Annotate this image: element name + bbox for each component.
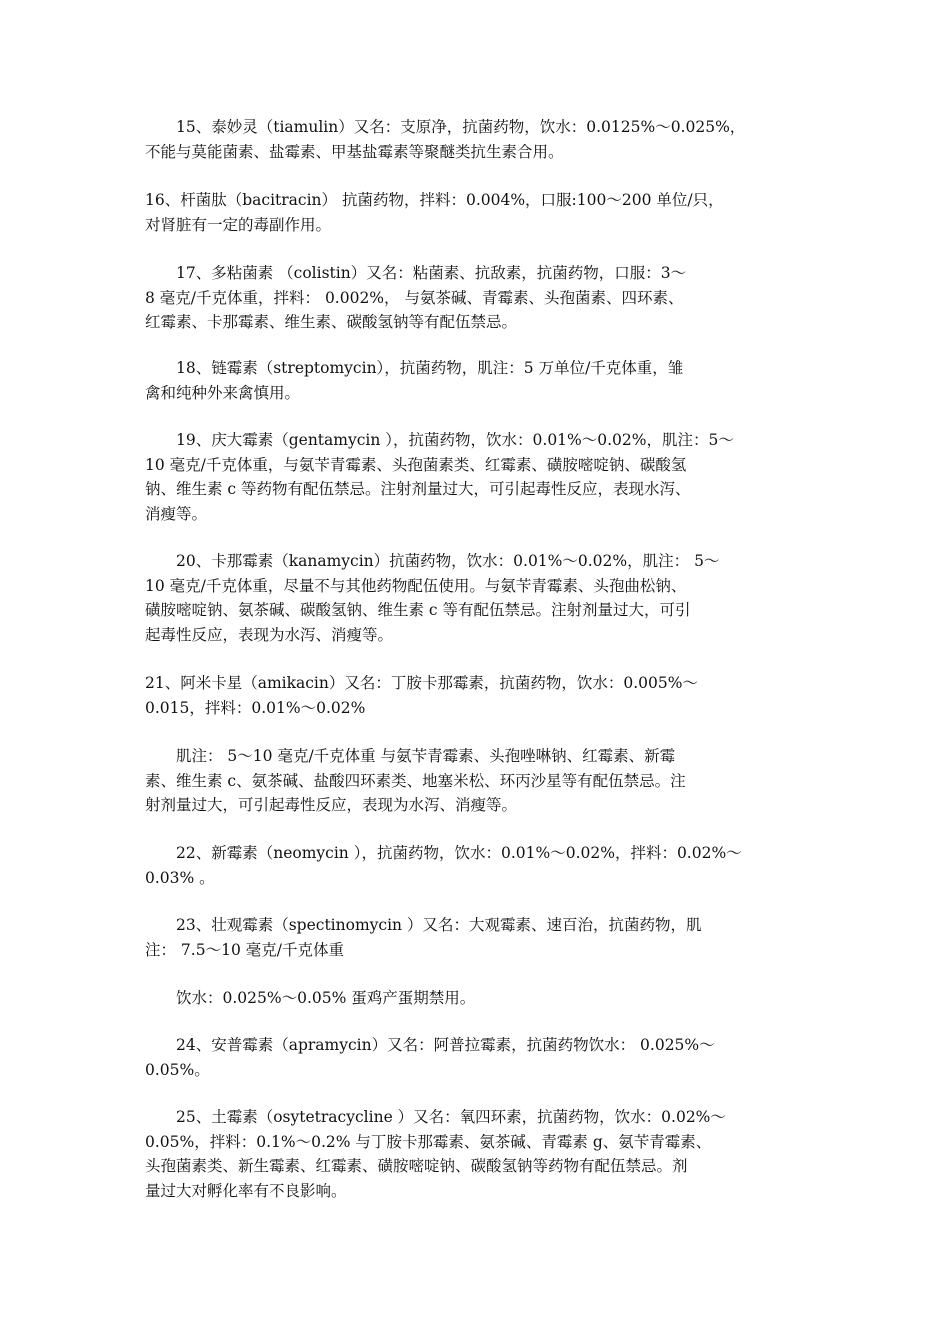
text-line: 起毒性反应，表现为水泻、消瘦等。	[145, 625, 394, 644]
text-line: 禽和纯种外来禽慎用。	[145, 383, 301, 402]
text-line: 20、卡那霉素（kanamycin）抗菌药物，饮水：0.01%～0.02%，肌注： 5～	[145, 552, 720, 570]
text-line: 18、链霉素（streptomycin），抗菌药物，肌注：5 万单位/千克体重，雏	[145, 359, 684, 377]
text-line: 8 毫克/千克体重，拌料： 0.002%， 与氨茶碱、青霉素、头孢菌素、四环素、	[145, 288, 684, 307]
paragraph-colistin	[145, 261, 810, 335]
text-line: 21、阿米卡星（amikacin）又名：丁胺卡那霉素，抗菌药物，饮水：0.005%～	[145, 674, 698, 692]
paragraph-amikacin	[145, 671, 810, 720]
paragraph-spectinomycin-water	[145, 986, 810, 1011]
text-line: 注： 7.5～10 毫克/千克体重	[145, 940, 344, 959]
text-line: 25、土霉素（osytetracycline ）又名：氧四环素，抗菌药物，饮水：0.02%～	[145, 1108, 726, 1126]
text-line: 消瘦等。	[145, 504, 208, 523]
text-line: 22、新霉素（neomycin ），抗菌药物，饮水：0.01%～0.02%，拌料：0.02%～	[145, 844, 742, 862]
paragraph-bacitracin	[145, 188, 810, 237]
paragraph-amikacin-injection	[145, 744, 810, 818]
text-line: 0.05%。	[145, 1060, 210, 1079]
text-line: 素、维生素 c、氨茶碱、盐酸四环素类、地塞米松、环丙沙星等有配伍禁忌。注	[145, 771, 686, 790]
paragraph-oxytetracycline	[145, 1105, 810, 1203]
text-line: 0.015，拌料：0.01%～0.02%	[145, 698, 366, 717]
text-line: 射剂量过大，可引起毒性反应，表现为水泻、消瘦等。	[145, 796, 518, 814]
paragraph-neomycin	[145, 841, 810, 890]
text-line: 0.03% 。	[145, 868, 215, 887]
text-line: 肌注： 5～10 毫克/千克体重 与氨苄青霉素、头孢唑啉钠、红霉素、新霉	[145, 747, 676, 765]
text-line: 17、多粘菌素 （colistin）又名：粘菌素、抗敌素，抗菌药物，口服：3～	[145, 264, 687, 282]
text-line: 24、安普霉素（apramycin）又名：阿普拉霉素，抗菌药物饮水： 0.025%～	[145, 1036, 715, 1054]
paragraph-gentamycin	[145, 428, 810, 526]
paragraph-streptomycin	[145, 356, 810, 405]
text-line: 16、杆菌肽（bacitracin） 抗菌药物，拌料：0.004%，口服:100～200 单位/只，	[145, 191, 724, 209]
text-line: 19、庆大霉素（gentamycin ），抗菌药物，饮水：0.01%～0.02%，肌注：5～	[145, 431, 734, 449]
text-line: 23、壮观霉素（spectinomycin ）又名：大观霉素、速百治，抗菌药物，肌	[145, 916, 702, 934]
text-line: 量过大对孵化率有不良影响。	[145, 1181, 347, 1200]
text-line: 0.05%，拌料：0.1%～0.2% 与丁胺卡那霉素、氨茶碱、青霉素 g、氨苄青霉素、	[145, 1132, 712, 1151]
text-line: 头孢菌素类、新生霉素、红霉素、磺胺嘧啶钠、碳酸氢钠等药物有配伍禁忌。剂	[145, 1157, 688, 1175]
text-line: 不能与莫能菌素、盐霉素、甲基盐霉素等聚醚类抗生素合用。	[145, 142, 564, 161]
text-line: 磺胺嘧啶钠、氨茶碱、碳酸氢钠、维生素 c 等有配伍禁忌。注射剂量过大，可引	[145, 601, 691, 619]
paragraph-kanamycin	[145, 549, 810, 647]
text-line: 饮水：0.025%～0.05% 蛋鸡产蛋期禁用。	[145, 989, 476, 1007]
text-line: 红霉素、卡那霉素、维生素、碳酸氢钠等有配伍禁忌。	[145, 313, 518, 331]
text-line: 10 毫克/千克体重，与氨苄青霉素、头孢菌素类、红霉素、磺胺嘧啶钠、碳酸氢	[145, 455, 687, 474]
paragraph-spectinomycin	[145, 913, 810, 962]
text-line: 钠、维生素 c 等药物有配伍禁忌。注射剂量过大，可引起毒性反应，表现水泻、	[145, 480, 691, 498]
text-line: 10 毫克/千克体重，尽量不与其他药物配伍使用。与氨苄青霉素、头孢曲松钠、	[145, 576, 687, 595]
paragraph-apramycin	[145, 1033, 810, 1082]
text-line: 对肾脏有一定的毒副作用。	[145, 215, 332, 234]
paragraph-tiamulin	[145, 115, 810, 164]
text-line: 15、泰妙灵（tiamulin）又名：支原净，抗菌药物，饮水：0.0125%～0.025%，	[145, 118, 746, 136]
